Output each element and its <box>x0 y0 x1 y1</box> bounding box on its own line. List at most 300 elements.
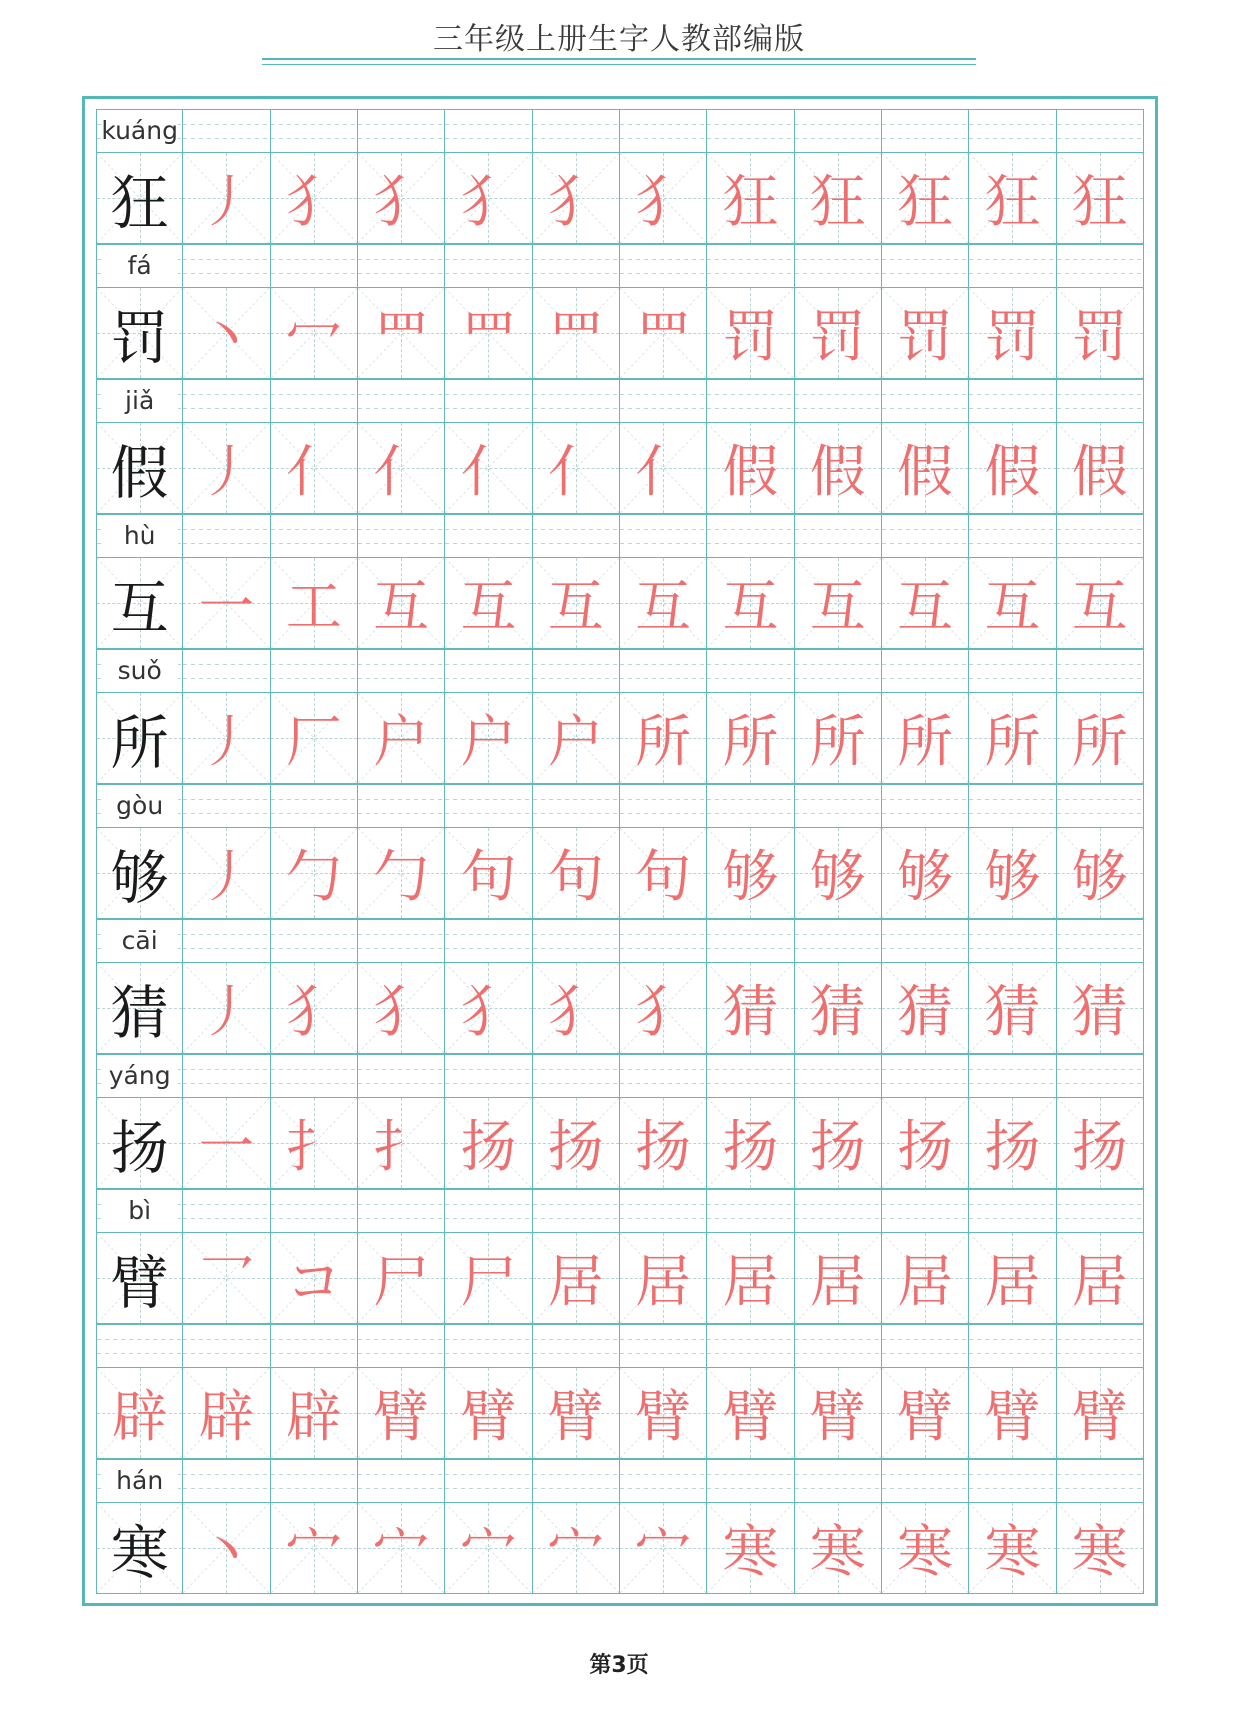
tianzige-cell <box>707 827 794 919</box>
stroke-step-char: 臂 <box>460 1385 517 1450</box>
tianzige-cell <box>882 557 969 649</box>
pinyin-cell <box>183 919 270 962</box>
stroke-step-char: 辟 <box>198 1385 255 1450</box>
stroke-step-char: 够 <box>722 845 779 910</box>
tianzige-cell <box>271 1367 358 1459</box>
pinyin-cell <box>96 784 183 827</box>
pinyin-cell <box>620 109 707 152</box>
pinyin-cell <box>707 1054 794 1097</box>
stroke-step-char: 辟 <box>285 1385 342 1450</box>
tianzige-cell <box>969 1367 1056 1459</box>
stroke-step-char: 所 <box>1071 710 1128 775</box>
stroke-step-char: 猜 <box>984 980 1041 1045</box>
tianzige-cell <box>445 422 532 514</box>
stroke-step-char: 犭 <box>460 170 517 235</box>
model-character: 互 <box>110 574 169 642</box>
tianzige-cell <box>882 827 969 919</box>
pinyin-cell <box>1057 514 1144 557</box>
stroke-step-char: 臂 <box>722 1385 779 1450</box>
stroke-step-char: 够 <box>809 845 866 910</box>
stroke-step-char: 句 <box>460 845 517 910</box>
tianzige-cell <box>707 692 794 784</box>
tianzige-cell <box>533 692 620 784</box>
pinyin-cell <box>707 109 794 152</box>
pinyin-cell <box>1057 919 1144 962</box>
pinyin-cell <box>969 1324 1056 1367</box>
tianzige-cell <box>620 1232 707 1324</box>
pinyin-cell <box>96 379 183 422</box>
pinyin-cell <box>1057 1459 1144 1502</box>
stroke-step-char: 猜 <box>1071 980 1128 1045</box>
pinyin-cell <box>96 1324 183 1367</box>
pinyin-cell <box>445 109 532 152</box>
pinyin-cell <box>533 109 620 152</box>
tianzige-cell <box>358 827 445 919</box>
pinyin-cell <box>882 244 969 287</box>
tianzige-cell <box>795 557 882 649</box>
tianzige-cell <box>795 692 882 784</box>
model-character: 假 <box>110 439 169 507</box>
stroke-step-char: 犭 <box>373 980 430 1045</box>
character-grid <box>96 109 1144 1594</box>
pinyin-row <box>96 514 1144 557</box>
stroke-step-char: 猜 <box>722 980 779 1045</box>
pinyin-cell <box>183 784 270 827</box>
pinyin-cell <box>358 514 445 557</box>
tianzige-cell <box>533 1367 620 1459</box>
tianzige-cell <box>96 1367 183 1459</box>
stroke-step-char: 居 <box>722 1250 779 1315</box>
pinyin-cell <box>620 919 707 962</box>
pinyin-cell <box>96 1459 183 1502</box>
tianzige-cell <box>183 692 270 784</box>
tianzige-cell <box>271 827 358 919</box>
pinyin-cell <box>1057 784 1144 827</box>
pinyin-cell <box>969 1054 1056 1097</box>
stroke-step-char: 狂 <box>984 170 1041 235</box>
tianzige-cell <box>795 827 882 919</box>
pinyin-cell <box>969 784 1056 827</box>
stroke-step-char: 丿 <box>198 440 255 505</box>
tianzige-cell <box>795 287 882 379</box>
pinyin-cell <box>969 244 1056 287</box>
tianzige-cell <box>620 287 707 379</box>
pinyin-cell <box>183 649 270 692</box>
tianzige-cell <box>183 1097 270 1189</box>
tianzige-cell <box>795 962 882 1054</box>
tianzige-cell <box>271 692 358 784</box>
tianzige-cell <box>1057 152 1144 244</box>
pinyin-cell <box>707 919 794 962</box>
stroke-step-char: 互 <box>897 575 954 640</box>
tianzige-cell <box>96 152 183 244</box>
tianzige-cell <box>969 557 1056 649</box>
stroke-step-char: 狂 <box>809 170 866 235</box>
tianzige-cell <box>969 422 1056 514</box>
pinyin-cell <box>620 1054 707 1097</box>
tianzige-cell <box>271 962 358 1054</box>
tianzige-cell <box>969 692 1056 784</box>
model-character: 够 <box>110 844 169 912</box>
tianzige-cell <box>445 827 532 919</box>
stroke-step-char: 扬 <box>809 1115 866 1180</box>
stroke-step-char: 互 <box>460 575 517 640</box>
pinyin-cell <box>533 1189 620 1232</box>
pinyin-cell <box>969 919 1056 962</box>
pinyin-cell <box>445 1054 532 1097</box>
tianzige-cell <box>969 1502 1056 1594</box>
tianzige-cell <box>183 152 270 244</box>
stroke-step-char: 假 <box>984 440 1041 505</box>
pinyin-cell <box>707 1189 794 1232</box>
pinyin-row <box>96 1459 1144 1502</box>
pinyin-row <box>96 379 1144 422</box>
pinyin-cell <box>96 514 183 557</box>
pinyin-cell <box>969 514 1056 557</box>
stroke-step-char: 句 <box>547 845 604 910</box>
tianzige-cell <box>882 422 969 514</box>
tianzige-cell <box>795 422 882 514</box>
tianzige-cell <box>271 557 358 649</box>
pinyin-cell <box>1057 109 1144 152</box>
pinyin-cell <box>183 514 270 557</box>
tianzige-cell <box>1057 557 1144 649</box>
tianzige-cell <box>183 1502 270 1594</box>
tianzige-cell <box>358 1367 445 1459</box>
pinyin-cell <box>707 1324 794 1367</box>
stroke-step-char: 臂 <box>984 1385 1041 1450</box>
pinyin-cell <box>183 244 270 287</box>
stroke-step-char: 罚 <box>984 305 1041 370</box>
pinyin-cell <box>533 1324 620 1367</box>
pinyin-cell <box>707 784 794 827</box>
pinyin-cell <box>271 649 358 692</box>
pinyin-label: gòu <box>101 791 178 821</box>
stroke-step-char: 罒 <box>635 305 692 370</box>
stroke-step-char: 猜 <box>897 980 954 1045</box>
pinyin-cell <box>882 379 969 422</box>
character-row <box>96 422 1144 514</box>
stroke-step-char: 扬 <box>897 1115 954 1180</box>
pinyin-cell <box>445 379 532 422</box>
model-character: 扬 <box>110 1114 169 1182</box>
tianzige-cell <box>795 1097 882 1189</box>
tianzige-cell <box>445 152 532 244</box>
tianzige-cell <box>620 422 707 514</box>
pinyin-cell <box>882 784 969 827</box>
pinyin-cell <box>183 379 270 422</box>
pinyin-cell <box>358 1189 445 1232</box>
stroke-step-char: 扌 <box>373 1115 430 1180</box>
stroke-step-char: 寒 <box>897 1520 954 1585</box>
tianzige-cell <box>969 1232 1056 1324</box>
stroke-step-char: 互 <box>635 575 692 640</box>
pinyin-cell <box>969 109 1056 152</box>
tianzige-cell <box>882 1097 969 1189</box>
tianzige-cell <box>882 1367 969 1459</box>
stroke-step-char: 罒 <box>373 305 430 370</box>
stroke-step-char: 亻 <box>547 440 604 505</box>
pinyin-cell <box>183 1054 270 1097</box>
stroke-step-char: 宀 <box>547 1520 604 1585</box>
pinyin-cell <box>620 1459 707 1502</box>
pinyin-row <box>96 109 1144 152</box>
pinyin-cell <box>445 1189 532 1232</box>
tianzige-cell <box>707 152 794 244</box>
pinyin-cell <box>1057 379 1144 422</box>
pinyin-cell <box>707 649 794 692</box>
pinyin-cell <box>707 514 794 557</box>
pinyin-cell <box>533 649 620 692</box>
tianzige-cell <box>882 152 969 244</box>
pinyin-row <box>96 649 1144 692</box>
stroke-step-char: 勹 <box>373 845 430 910</box>
stroke-step-char: 户 <box>460 710 517 775</box>
pinyin-cell <box>882 649 969 692</box>
pinyin-cell <box>882 1054 969 1097</box>
pinyin-cell <box>795 379 882 422</box>
pinyin-cell <box>795 244 882 287</box>
tianzige-cell <box>969 962 1056 1054</box>
pinyin-label: bì <box>101 1196 178 1226</box>
tianzige-cell <box>271 152 358 244</box>
stroke-step-char: 扌 <box>285 1115 342 1180</box>
stroke-step-char: 尸 <box>460 1250 517 1315</box>
pinyin-cell <box>445 1324 532 1367</box>
pinyin-cell <box>969 1459 1056 1502</box>
stroke-step-char: 宀 <box>635 1520 692 1585</box>
stroke-step-char: 假 <box>809 440 866 505</box>
tianzige-cell <box>96 1232 183 1324</box>
stroke-step-char: 假 <box>1071 440 1128 505</box>
stroke-step-char: 狂 <box>722 170 779 235</box>
pinyin-cell <box>183 1189 270 1232</box>
page-number: 第3页 <box>589 1653 649 1678</box>
tianzige-cell <box>533 422 620 514</box>
stroke-step-char: 罒 <box>460 305 517 370</box>
model-character: 猜 <box>110 979 169 1047</box>
pinyin-cell <box>358 649 445 692</box>
character-row <box>96 962 1144 1054</box>
pinyin-row <box>96 1054 1144 1097</box>
tianzige-cell <box>183 422 270 514</box>
pinyin-cell <box>1057 244 1144 287</box>
tianzige-cell <box>445 287 532 379</box>
title-underline <box>262 58 976 60</box>
tianzige-cell <box>1057 1502 1144 1594</box>
tianzige-cell <box>620 1502 707 1594</box>
pinyin-cell <box>1057 1324 1144 1367</box>
pinyin-cell <box>96 649 183 692</box>
stroke-step-char: 户 <box>547 710 604 775</box>
pinyin-cell <box>620 784 707 827</box>
stroke-step-char: 所 <box>897 710 954 775</box>
tianzige-cell <box>1057 1367 1144 1459</box>
tianzige-cell <box>445 692 532 784</box>
character-row <box>96 1097 1144 1189</box>
character-row <box>96 692 1144 784</box>
stroke-step-char: 扬 <box>460 1115 517 1180</box>
character-row <box>96 152 1144 244</box>
tianzige-cell <box>445 962 532 1054</box>
pinyin-cell <box>795 784 882 827</box>
pinyin-cell <box>969 379 1056 422</box>
pinyin-cell <box>620 514 707 557</box>
stroke-step-char: 犭 <box>285 170 342 235</box>
stroke-step-char: 宀 <box>460 1520 517 1585</box>
model-character: 所 <box>110 709 169 777</box>
stroke-step-char: 所 <box>635 710 692 775</box>
stroke-step-char: 扬 <box>635 1115 692 1180</box>
pinyin-cell <box>882 109 969 152</box>
pinyin-label: jiǎ <box>101 386 178 416</box>
pinyin-cell <box>271 1054 358 1097</box>
tianzige-cell <box>795 1232 882 1324</box>
stroke-step-char: 扬 <box>722 1115 779 1180</box>
tianzige-cell <box>533 1097 620 1189</box>
stroke-step-char: 互 <box>547 575 604 640</box>
stroke-step-char: 臂 <box>1071 1385 1128 1450</box>
tianzige-cell <box>620 1367 707 1459</box>
pinyin-cell <box>271 784 358 827</box>
tianzige-cell <box>1057 1097 1144 1189</box>
tianzige-cell <box>620 152 707 244</box>
tianzige-cell <box>795 1502 882 1594</box>
pinyin-cell <box>707 379 794 422</box>
stroke-step-char: 猜 <box>809 980 866 1045</box>
pinyin-cell <box>620 244 707 287</box>
pinyin-cell <box>445 919 532 962</box>
tianzige-cell <box>358 962 445 1054</box>
pinyin-cell <box>96 919 183 962</box>
tianzige-cell <box>795 152 882 244</box>
tianzige-cell <box>96 1502 183 1594</box>
tianzige-cell <box>96 827 183 919</box>
tianzige-cell <box>969 1097 1056 1189</box>
pinyin-cell <box>358 1324 445 1367</box>
tianzige-cell <box>882 692 969 784</box>
tianzige-cell <box>1057 422 1144 514</box>
tianzige-cell <box>707 1502 794 1594</box>
tianzige-cell <box>707 422 794 514</box>
stroke-step-char: 狂 <box>1071 170 1128 235</box>
stroke-step-char: 罚 <box>722 305 779 370</box>
tianzige-cell <box>1057 1232 1144 1324</box>
pinyin-cell <box>620 379 707 422</box>
pinyin-row <box>96 244 1144 287</box>
character-row <box>96 287 1144 379</box>
stroke-step-char: 罚 <box>1071 305 1128 370</box>
model-character: 寒 <box>110 1519 169 1587</box>
tianzige-cell <box>183 1367 270 1459</box>
stroke-step-char: 所 <box>809 710 866 775</box>
pinyin-cell <box>271 1324 358 1367</box>
character-row <box>96 1232 1144 1324</box>
tianzige-cell <box>1057 962 1144 1054</box>
pinyin-cell <box>96 244 183 287</box>
tianzige-cell <box>882 1502 969 1594</box>
tianzige-cell <box>445 1232 532 1324</box>
stroke-step-char: 犭 <box>635 980 692 1045</box>
pinyin-cell <box>358 379 445 422</box>
tianzige-cell <box>96 287 183 379</box>
stroke-step-char: 丿 <box>198 170 255 235</box>
pinyin-cell <box>882 514 969 557</box>
tianzige-cell <box>96 422 183 514</box>
tianzige-cell <box>183 287 270 379</box>
tianzige-cell <box>707 287 794 379</box>
stroke-step-char: 居 <box>809 1250 866 1315</box>
tianzige-cell <box>533 1502 620 1594</box>
tianzige-cell <box>533 827 620 919</box>
character-row <box>96 1367 1144 1459</box>
tianzige-cell <box>969 287 1056 379</box>
pinyin-cell <box>533 919 620 962</box>
stroke-step-char: 厂 <box>285 710 342 775</box>
pinyin-cell <box>707 1459 794 1502</box>
tianzige-cell <box>620 1097 707 1189</box>
pinyin-row <box>96 919 1144 962</box>
stroke-step-char: 居 <box>897 1250 954 1315</box>
pinyin-cell <box>1057 1054 1144 1097</box>
pinyin-cell <box>358 1459 445 1502</box>
stroke-step-char: 扬 <box>547 1115 604 1180</box>
tianzige-cell <box>795 1367 882 1459</box>
tianzige-cell <box>533 152 620 244</box>
tianzige-cell <box>96 557 183 649</box>
stroke-step-char: 臂 <box>809 1385 866 1450</box>
tianzige-cell <box>183 827 270 919</box>
pinyin-cell <box>795 109 882 152</box>
tianzige-cell <box>183 557 270 649</box>
stroke-step-char: 居 <box>984 1250 1041 1315</box>
pinyin-cell <box>1057 1189 1144 1232</box>
stroke-step-char: 互 <box>722 575 779 640</box>
stroke-step-char: 亻 <box>373 440 430 505</box>
stroke-step-char: 宀 <box>285 1520 342 1585</box>
stroke-step-char: 勹 <box>285 845 342 910</box>
pinyin-cell <box>882 1189 969 1232</box>
tianzige-cell <box>533 287 620 379</box>
stroke-step-char: 亻 <box>635 440 692 505</box>
pinyin-label: yáng <box>101 1061 178 1091</box>
pinyin-row <box>96 1189 1144 1232</box>
pinyin-cell <box>795 1189 882 1232</box>
tianzige-cell <box>358 557 445 649</box>
pinyin-cell <box>533 244 620 287</box>
character-row <box>96 827 1144 919</box>
stroke-step-char: 寒 <box>1071 1520 1128 1585</box>
tianzige-cell <box>271 422 358 514</box>
model-character: 狂 <box>110 169 169 237</box>
stroke-step-char: 所 <box>984 710 1041 775</box>
pinyin-cell <box>1057 649 1144 692</box>
pinyin-label: kuáng <box>101 116 178 145</box>
stroke-step-char: 一 <box>198 575 255 640</box>
tianzige-cell <box>271 1232 358 1324</box>
pinyin-cell <box>271 109 358 152</box>
stroke-step-char: 臂 <box>635 1385 692 1450</box>
stroke-step-char: 丶 <box>198 1520 255 1585</box>
tianzige-cell <box>271 1502 358 1594</box>
stroke-step-char: 工 <box>285 575 342 640</box>
stroke-step-char: 罚 <box>897 305 954 370</box>
stroke-step-char: 互 <box>373 575 430 640</box>
stroke-step-char: 罒 <box>547 305 604 370</box>
pinyin-cell <box>96 109 183 152</box>
pinyin-cell <box>882 1459 969 1502</box>
pinyin-label: hán <box>101 1466 178 1496</box>
